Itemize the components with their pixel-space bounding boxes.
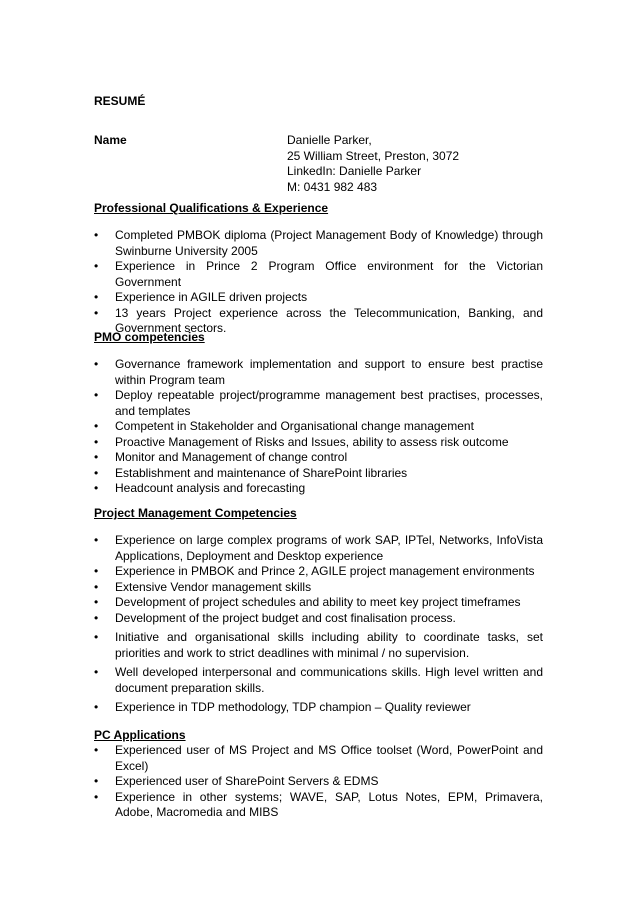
bullet-icon: • <box>94 357 99 371</box>
section-heading-pc-applications: PC Applications <box>94 728 186 742</box>
list-item: • Experienced user of SharePoint Servers & EDMS <box>94 774 379 788</box>
contact-address: 25 William Street, Preston, 3072 <box>287 148 460 163</box>
list-item: • Experience in AGILE driven projects <box>94 290 308 304</box>
section-heading-project-management: Project Management Competencies <box>94 506 297 520</box>
bullet-icon: • <box>94 579 99 594</box>
list-item: • Experience in PMBOK and Prince 2, AGILE project management environments <box>94 564 535 578</box>
pc-applications-list <box>94 743 543 821</box>
bullet-icon: • <box>94 610 99 625</box>
list-item: • Well developed interpersonal and communications skills. High level written and document preparation skills. <box>94 665 543 695</box>
bullet-icon: • <box>94 259 99 273</box>
bullet-icon: • <box>94 789 99 804</box>
bullet-icon: • <box>94 388 99 402</box>
bullet-icon: • <box>94 465 99 480</box>
list-item: • Deploy repeatable project/programme management best practises, processes, and templates <box>94 388 543 418</box>
bullet-icon: • <box>94 533 99 547</box>
bullet-icon: • <box>94 419 99 433</box>
bullet-icon: • <box>94 743 99 757</box>
list-item: • Headcount analysis and forecasting <box>94 481 306 495</box>
section-heading-qualifications: Professional Qualifications & Experience <box>94 201 329 215</box>
bullet-icon: • <box>94 290 99 304</box>
name-label: Name <box>94 133 127 147</box>
bullet-icon: • <box>94 630 99 644</box>
list-item: • Experience on large complex programs of work SAP, IPTel, Networks, InfoVista Applications, Deployment and Desktop experience <box>94 533 543 563</box>
bullet-icon: • <box>94 700 99 714</box>
bullet-icon: • <box>94 665 99 679</box>
bullet-icon: • <box>94 774 99 788</box>
list-item: • Experience in Prince 2 Program Office environment for the Victorian Government <box>94 259 543 289</box>
contact-block <box>287 133 459 195</box>
bullet-icon: • <box>94 305 99 320</box>
list-item: • Initiative and organisational skills including ability to coordinate tasks, set priorities and work to strict deadlines with minimal / no supervision. <box>94 630 543 660</box>
bullet-icon: • <box>94 564 99 578</box>
bullet-icon: • <box>94 450 99 464</box>
list-item: • Development of project schedules and ability to meet key project timeframes <box>94 595 521 609</box>
contact-name: Danielle Parker, <box>287 133 372 147</box>
list-item: • Development of the project budget and cost finalisation process. <box>94 610 456 625</box>
project-management-list <box>94 533 543 716</box>
list-item: • Extensive Vendor management skills <box>94 579 312 594</box>
bullet-icon: • <box>94 481 99 495</box>
pmo-list <box>94 357 543 497</box>
list-item: • Completed PMBOK diploma (Project Management Body of Knowledge) through Swinburne University 2005 <box>94 228 543 258</box>
list-item: • Proactive Management of Risks and Issues, ability to assess risk outcome <box>94 434 509 449</box>
list-item: • Establishment and maintenance of SharePoint libraries <box>94 465 408 480</box>
list-item: • Monitor and Management of change control <box>94 450 348 464</box>
bullet-icon: • <box>94 434 99 449</box>
contact-mobile: M: 0431 982 483 <box>287 179 378 194</box>
list-item: • Governance framework implementation and support to ensure best practise within Program team <box>94 357 543 387</box>
document-title: RESUMÉ <box>94 94 146 108</box>
list-item: • Experience in other systems; WAVE, SAP, Lotus Notes, EPM, Primavera, Adobe, Macromedia and MIBS <box>94 789 543 819</box>
list-item: • Competent in Stakeholder and Organisational change management <box>94 419 474 433</box>
list-item: • 13 years Project experience across the Telecommunication, Banking, and Government sectors. <box>94 305 543 335</box>
list-item: • Experience in TDP methodology, TDP champion – Quality reviewer <box>94 700 471 714</box>
contact-linkedin: LinkedIn: Danielle Parker <box>287 164 422 178</box>
qualifications-list <box>94 228 543 337</box>
bullet-icon: • <box>94 595 99 609</box>
section-heading-pmo: PMO competencies <box>94 330 205 344</box>
list-item: • Experienced user of MS Project and MS Office toolset (Word, PowerPoint and Excel) <box>94 743 543 773</box>
bullet-icon: • <box>94 228 99 242</box>
